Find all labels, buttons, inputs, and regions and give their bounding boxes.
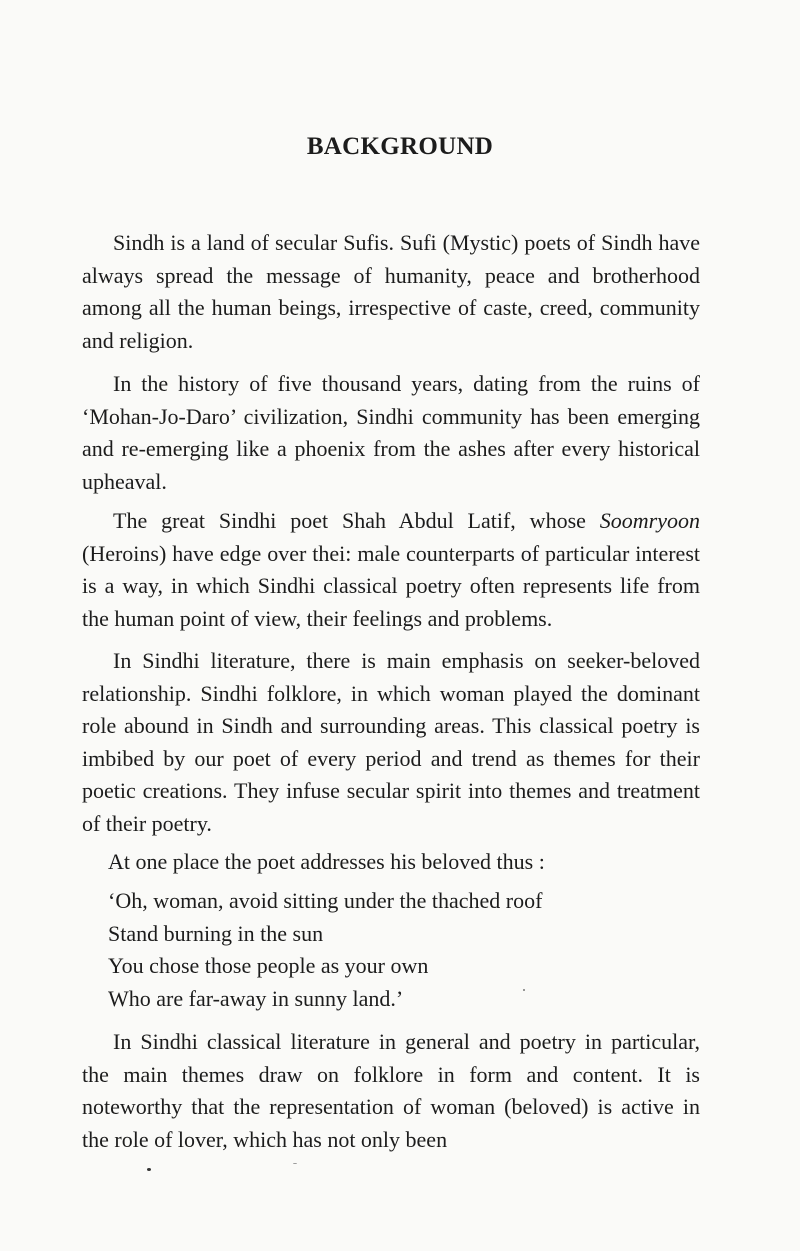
- verse-line: You chose those people as your own: [108, 953, 429, 978]
- paragraph-poet-addresses: At one place the poet addresses his beloved thus :: [108, 849, 545, 874]
- verse-line: Stand burning in the sun: [108, 920, 324, 946]
- verse-line: Who are far-away in sunny land.’: [108, 985, 404, 1011]
- scan-speck: [293, 1163, 297, 1164]
- paragraph-shah-latif-end: (Heroins) have edge over thei: male counterparts of particular interest is a way, in which Sindhi classical poetry often represents life from the human point of view, their feelings and problems.: [82, 540, 700, 631]
- paragraph-literature: In Sindhi literature, there is main emphasis on seeker-beloved relationship. Sindhi folklore, in which woman played the dominant role abound in Sindh and surrounding areas. This classical poetry is imbibed by our poet of every period and trend as themes for their poetic creations. They infuse secular spirit into themes and treatment of their poetry.: [82, 648, 700, 836]
- paragraph-shah-latif-start: The great Sindhi poet Shah Abdul Latif, whose: [113, 508, 600, 533]
- paragraph-sufis: Sindh is a land of secular Sufis. Sufi (Mystic) poets of Sindh have always spread the message of humanity, peace and brotherhood among all the human beings, irrespective of caste, creed, community and religion.: [82, 230, 700, 353]
- paragraph-shah-latif: [82, 505, 700, 635]
- verse-block: [108, 885, 668, 1015]
- scan-speck: [147, 1168, 151, 1171]
- verse-line: ‘Oh, woman, avoid sitting under the thached roof: [108, 888, 543, 913]
- page-title: BACKGROUND: [306, 133, 494, 160]
- paragraph-classical-literature: In Sindhi classical literature in general and poetry in particular, the main themes draw on folklore in form and content. It is noteworthy that the representation of woman (beloved) is active in the role of lover, which has not only been: [82, 1029, 700, 1152]
- paragraph-history: In the history of five thousand years, dating from the ruins of ‘Mohan-Jo-Daro’ civilization, Sindhi community has been emerging and re-emerging like a phoenix from the ashes after every historical upheaval.: [82, 371, 700, 494]
- soomryoon-term: Soomryoon: [599, 508, 700, 533]
- scan-speck: [523, 989, 525, 991]
